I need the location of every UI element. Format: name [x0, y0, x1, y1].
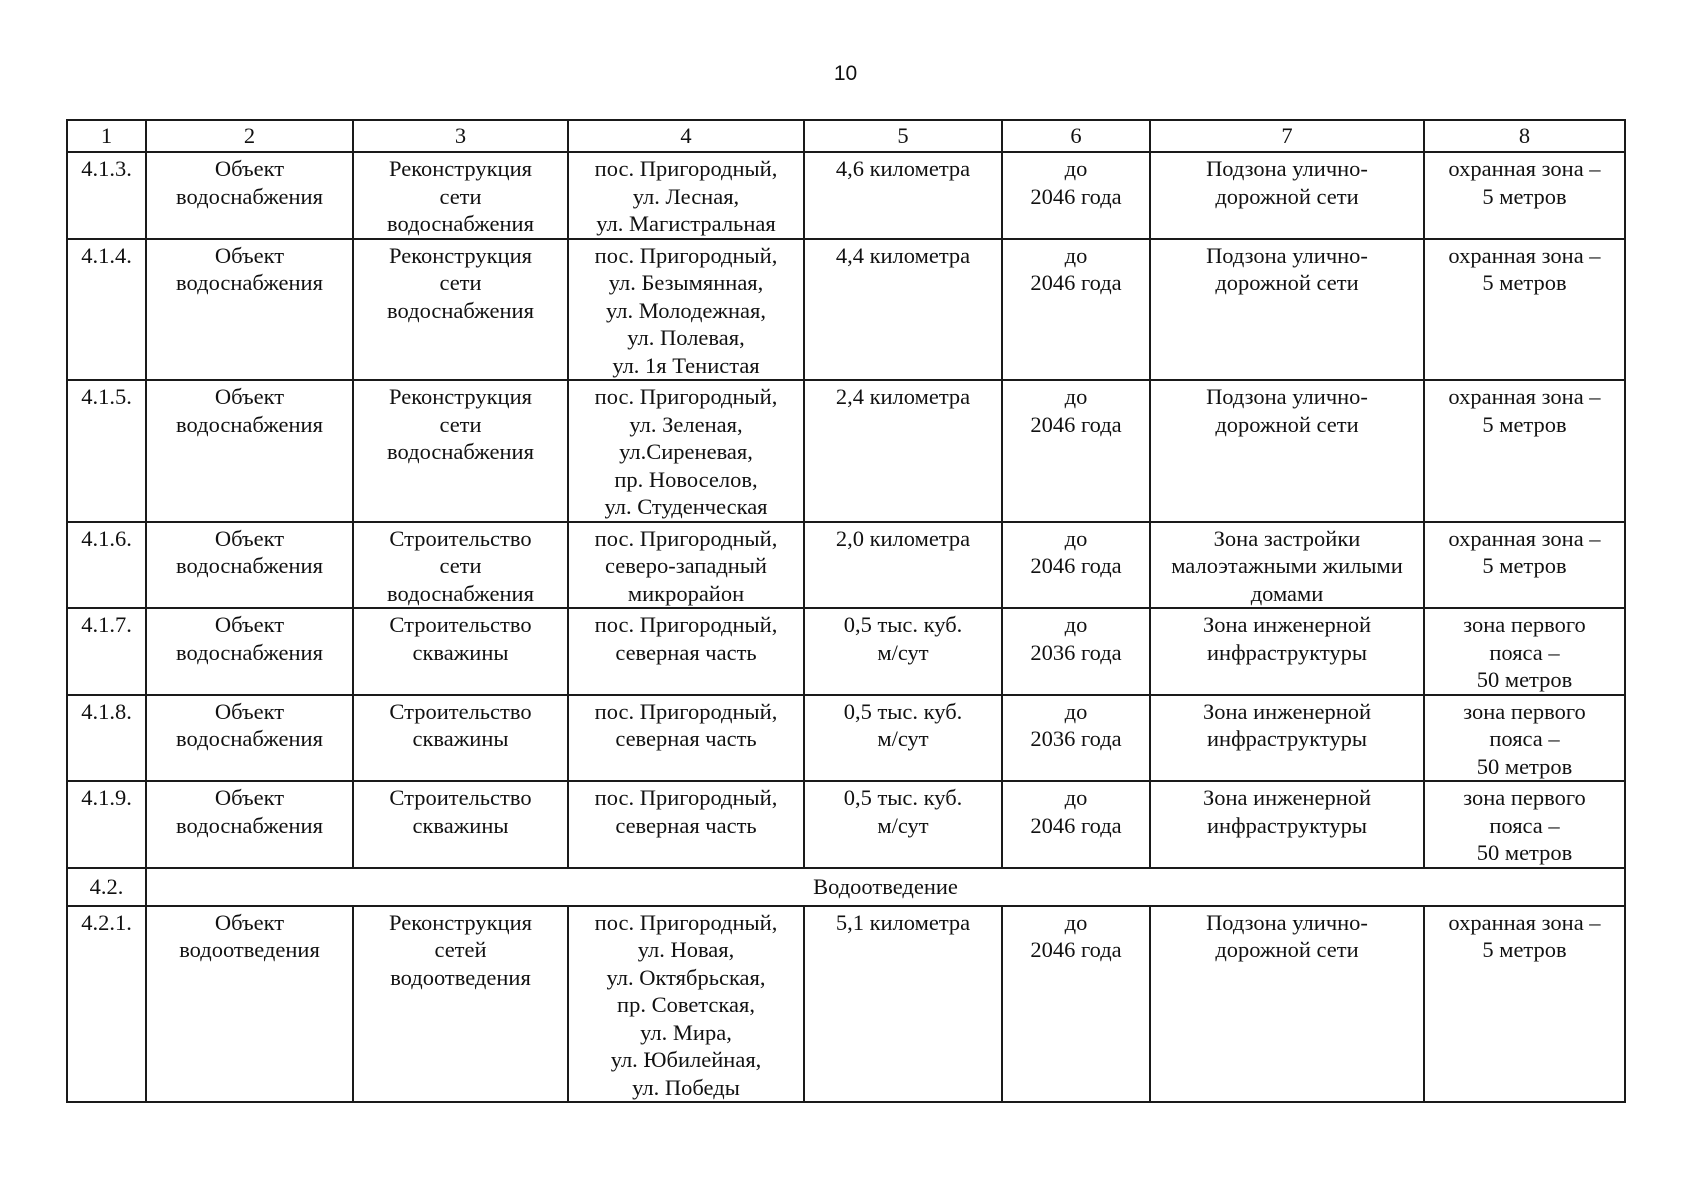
- cell-line: водоснабжения: [387, 439, 534, 464]
- location-cell: [568, 522, 804, 609]
- column-header: 5: [804, 120, 1002, 152]
- cell-line: пр. Новоселов,: [614, 466, 758, 492]
- cell-line: Зона инженерной: [1202, 612, 1372, 637]
- cell-line: сети: [439, 553, 482, 578]
- row-number-cell: 4.1.4.: [67, 239, 146, 381]
- capacity-cell: [804, 152, 1002, 239]
- cell-line: Подзона улично-: [1206, 242, 1368, 268]
- cell-line: 2046 года: [1030, 270, 1122, 295]
- cell-line: до: [1064, 525, 1088, 551]
- cell-line: микрорайон: [627, 580, 745, 606]
- capacity-cell: [804, 781, 1002, 868]
- cell-line: охранная зона –: [1448, 242, 1601, 268]
- object-cell: [146, 522, 353, 609]
- cell-line: северо-западный: [605, 553, 767, 578]
- deadline-cell: [1002, 522, 1150, 609]
- column-header: 4: [568, 120, 804, 152]
- cell-line: охранная зона –: [1448, 156, 1601, 181]
- cell-line: ул.Сиреневая,: [619, 439, 753, 464]
- cell-line: 2036 года: [1030, 639, 1122, 665]
- column-header: 2: [146, 120, 353, 152]
- deadline-cell: [1002, 380, 1150, 522]
- capacity-cell: [804, 906, 1002, 1103]
- zone-cell: [1150, 781, 1424, 868]
- row-number-cell: 4.1.8.: [67, 695, 146, 782]
- cell-line: водоснабжения: [176, 553, 323, 578]
- cell-line: Объект: [214, 156, 285, 181]
- cell-line: Строительство: [389, 698, 532, 724]
- action-cell: [353, 695, 568, 782]
- cell-line: дорожной сети: [1215, 937, 1359, 962]
- cell-line: до: [1064, 384, 1088, 409]
- planning-table: [66, 119, 1626, 1103]
- cell-line: зона первого: [1463, 698, 1586, 724]
- column-header: 1: [67, 120, 146, 152]
- cell-line: 0,5 тыс. куб.: [843, 698, 963, 724]
- protection-zone-cell: [1424, 380, 1625, 522]
- cell-line: ул. Безымянная,: [608, 270, 764, 295]
- deadline-cell: [1002, 781, 1150, 868]
- table-body: [67, 120, 1625, 1102]
- column-header: 3: [353, 120, 568, 152]
- cell-line: охранная зона –: [1448, 525, 1601, 551]
- cell-line: ул. Полевая,: [627, 325, 745, 350]
- capacity-cell: [804, 608, 1002, 695]
- cell-line: до: [1064, 242, 1088, 268]
- cell-line: 2036 года: [1030, 726, 1122, 751]
- cell-line: инфраструктуры: [1207, 726, 1367, 751]
- cell-line: ул. Лесная,: [632, 183, 740, 209]
- cell-line: дорожной сети: [1215, 411, 1359, 437]
- location-cell: [568, 380, 804, 522]
- cell-line: пос. Пригородный,: [594, 525, 778, 551]
- cell-line: Подзона улично-: [1206, 384, 1368, 409]
- cell-line: зона первого: [1463, 612, 1586, 637]
- cell-line: Строительство: [389, 785, 532, 810]
- section-row: [67, 868, 1625, 906]
- column-header: 6: [1002, 120, 1150, 152]
- cell-line: м/сут: [877, 639, 929, 665]
- cell-line: 5 метров: [1482, 937, 1567, 962]
- table-row: [67, 695, 1625, 782]
- object-cell: [146, 608, 353, 695]
- protection-zone-cell: [1424, 695, 1625, 782]
- cell-line: 2,4 километра: [835, 384, 971, 409]
- object-cell: [146, 906, 353, 1103]
- section-title: Водоотведение: [146, 868, 1625, 906]
- cell-line: Объект: [214, 525, 285, 551]
- location-cell: [568, 781, 804, 868]
- zone-cell: [1150, 239, 1424, 381]
- cell-line: 2046 года: [1030, 411, 1122, 437]
- cell-line: сети: [439, 270, 482, 295]
- table-row: [67, 152, 1625, 239]
- cell-line: Объект: [214, 785, 285, 810]
- cell-line: м/сут: [877, 726, 929, 751]
- table-header-row: [67, 120, 1625, 152]
- cell-line: ул. Студенческая: [604, 494, 768, 519]
- cell-line: Подзона улично-: [1206, 909, 1368, 935]
- cell-line: Строительство: [389, 612, 532, 637]
- deadline-cell: [1002, 906, 1150, 1103]
- deadline-cell: [1002, 695, 1150, 782]
- cell-line: дорожной сети: [1215, 183, 1359, 209]
- cell-line: водоотведения: [390, 964, 531, 990]
- cell-line: Подзона улично-: [1206, 156, 1368, 181]
- capacity-cell: [804, 695, 1002, 782]
- cell-line: 2046 года: [1030, 183, 1122, 209]
- page-number: 10: [833, 62, 858, 85]
- cell-line: до: [1064, 698, 1088, 724]
- cell-line: пос. Пригородный,: [594, 242, 778, 268]
- cell-line: Объект: [214, 909, 285, 935]
- protection-zone-cell: [1424, 781, 1625, 868]
- cell-line: ул. Мира,: [640, 1019, 732, 1045]
- cell-line: пос. Пригородный,: [594, 785, 778, 810]
- cell-line: ул. Новая,: [637, 937, 735, 962]
- cell-line: 2046 года: [1030, 553, 1122, 578]
- object-cell: [146, 380, 353, 522]
- cell-line: 4,6 километра: [835, 156, 971, 181]
- row-number-cell: 4.1.9.: [67, 781, 146, 868]
- cell-line: 2046 года: [1030, 937, 1122, 962]
- location-cell: [568, 239, 804, 381]
- row-number-cell: 4.2.1.: [67, 906, 146, 1103]
- cell-line: водоотведения: [179, 937, 320, 962]
- cell-line: пос. Пригородный,: [594, 909, 778, 935]
- table-row: [67, 239, 1625, 381]
- table-row: [67, 906, 1625, 1103]
- cell-line: пос. Пригородный,: [594, 156, 778, 181]
- action-cell: [353, 380, 568, 522]
- cell-line: ул. Победы: [632, 1074, 740, 1100]
- cell-line: северная часть: [615, 726, 757, 751]
- deadline-cell: [1002, 608, 1150, 695]
- cell-line: водоснабжения: [176, 270, 323, 295]
- table-row: [67, 380, 1625, 522]
- object-cell: [146, 152, 353, 239]
- cell-line: 50 метров: [1476, 840, 1573, 865]
- protection-zone-cell: [1424, 152, 1625, 239]
- cell-line: м/сут: [877, 812, 929, 838]
- cell-line: инфраструктуры: [1207, 639, 1367, 665]
- cell-line: 5,1 километра: [835, 909, 971, 935]
- cell-line: Реконструкция: [389, 242, 532, 268]
- object-cell: [146, 695, 353, 782]
- cell-line: северная часть: [615, 639, 757, 665]
- cell-line: ул. Юбилейная,: [610, 1047, 762, 1072]
- cell-line: скважины: [412, 812, 509, 838]
- cell-line: 50 метров: [1476, 667, 1573, 692]
- action-cell: [353, 522, 568, 609]
- cell-line: сетей: [434, 937, 487, 962]
- row-number-cell: 4.1.5.: [67, 380, 146, 522]
- object-cell: [146, 781, 353, 868]
- cell-line: Строительство: [389, 525, 532, 551]
- cell-line: сети: [439, 183, 482, 209]
- cell-line: 2,0 километра: [835, 525, 971, 551]
- zone-cell: [1150, 608, 1424, 695]
- cell-line: водоснабжения: [387, 297, 534, 323]
- cell-line: Объект: [214, 698, 285, 724]
- table-row: [67, 608, 1625, 695]
- action-cell: [353, 152, 568, 239]
- cell-line: 2046 года: [1030, 812, 1122, 838]
- zone-cell: [1150, 906, 1424, 1103]
- cell-line: ул. Магистральная: [596, 211, 776, 236]
- section-number: 4.2.: [67, 868, 146, 906]
- cell-line: 4,4 километра: [835, 242, 971, 268]
- cell-line: Объект: [214, 384, 285, 409]
- location-cell: [568, 608, 804, 695]
- cell-line: ул. Октябрьская,: [606, 964, 766, 990]
- action-cell: [353, 608, 568, 695]
- cell-line: северная часть: [615, 812, 757, 838]
- cell-line: пояса –: [1489, 726, 1560, 751]
- cell-line: 5 метров: [1482, 411, 1567, 437]
- location-cell: [568, 906, 804, 1103]
- cell-line: Реконструкция: [389, 384, 532, 409]
- cell-line: 50 метров: [1476, 753, 1573, 779]
- cell-line: водоснабжения: [176, 726, 323, 751]
- cell-line: 5 метров: [1482, 183, 1567, 209]
- cell-line: скважины: [412, 726, 509, 751]
- cell-line: пояса –: [1489, 812, 1560, 838]
- cell-line: ул. Молодежная,: [606, 297, 766, 323]
- cell-line: водоснабжения: [176, 183, 323, 209]
- cell-line: 5 метров: [1482, 270, 1567, 295]
- cell-line: домами: [1250, 580, 1324, 606]
- cell-line: пос. Пригородный,: [594, 612, 778, 637]
- cell-line: Зона инженерной: [1202, 698, 1372, 724]
- action-cell: [353, 906, 568, 1103]
- object-cell: [146, 239, 353, 381]
- cell-line: сети: [439, 411, 482, 437]
- cell-line: инфраструктуры: [1207, 812, 1367, 838]
- cell-line: пр. Советская,: [617, 992, 755, 1017]
- cell-line: ул. Зеленая,: [629, 411, 743, 437]
- cell-line: водоснабжения: [387, 211, 534, 236]
- cell-line: 0,5 тыс. куб.: [843, 612, 963, 637]
- row-number-cell: 4.1.7.: [67, 608, 146, 695]
- cell-line: скважины: [412, 639, 509, 665]
- cell-line: до: [1064, 785, 1088, 810]
- capacity-cell: [804, 522, 1002, 609]
- protection-zone-cell: [1424, 239, 1625, 381]
- zone-cell: [1150, 695, 1424, 782]
- cell-line: малоэтажными жилыми: [1171, 553, 1403, 578]
- cell-line: Зона инженерной: [1202, 785, 1372, 810]
- table-row: [67, 522, 1625, 609]
- cell-line: водоснабжения: [176, 639, 323, 665]
- cell-line: до: [1064, 156, 1088, 181]
- cell-line: ул. 1я Тенистая: [612, 352, 760, 378]
- action-cell: [353, 239, 568, 381]
- cell-line: охранная зона –: [1448, 909, 1601, 935]
- cell-line: водоснабжения: [176, 411, 323, 437]
- cell-line: зона первого: [1463, 785, 1586, 810]
- cell-line: водоснабжения: [176, 812, 323, 838]
- location-cell: [568, 152, 804, 239]
- deadline-cell: [1002, 152, 1150, 239]
- cell-line: Зона застройки: [1213, 525, 1361, 551]
- location-cell: [568, 695, 804, 782]
- cell-line: до: [1064, 909, 1088, 935]
- cell-line: пояса –: [1489, 639, 1560, 665]
- cell-line: до: [1064, 612, 1088, 637]
- zone-cell: [1150, 152, 1424, 239]
- cell-line: Объект: [214, 612, 285, 637]
- zone-cell: [1150, 522, 1424, 609]
- cell-line: Реконструкция: [389, 156, 532, 181]
- capacity-cell: [804, 380, 1002, 522]
- protection-zone-cell: [1424, 522, 1625, 609]
- capacity-cell: [804, 239, 1002, 381]
- row-number-cell: 4.1.3.: [67, 152, 146, 239]
- column-header: 8: [1424, 120, 1625, 152]
- cell-line: пос. Пригородный,: [594, 384, 778, 409]
- cell-line: 5 метров: [1482, 553, 1567, 578]
- protection-zone-cell: [1424, 906, 1625, 1103]
- zone-cell: [1150, 380, 1424, 522]
- cell-line: Реконструкция: [389, 909, 532, 935]
- cell-line: охранная зона –: [1448, 384, 1601, 409]
- table-row: [67, 781, 1625, 868]
- cell-line: Объект: [214, 242, 285, 268]
- cell-line: дорожной сети: [1215, 270, 1359, 295]
- deadline-cell: [1002, 239, 1150, 381]
- row-number-cell: 4.1.6.: [67, 522, 146, 609]
- column-header: 7: [1150, 120, 1424, 152]
- cell-line: 0,5 тыс. куб.: [843, 785, 963, 810]
- protection-zone-cell: [1424, 608, 1625, 695]
- cell-line: водоснабжения: [387, 580, 534, 606]
- cell-line: пос. Пригородный,: [594, 698, 778, 724]
- action-cell: [353, 781, 568, 868]
